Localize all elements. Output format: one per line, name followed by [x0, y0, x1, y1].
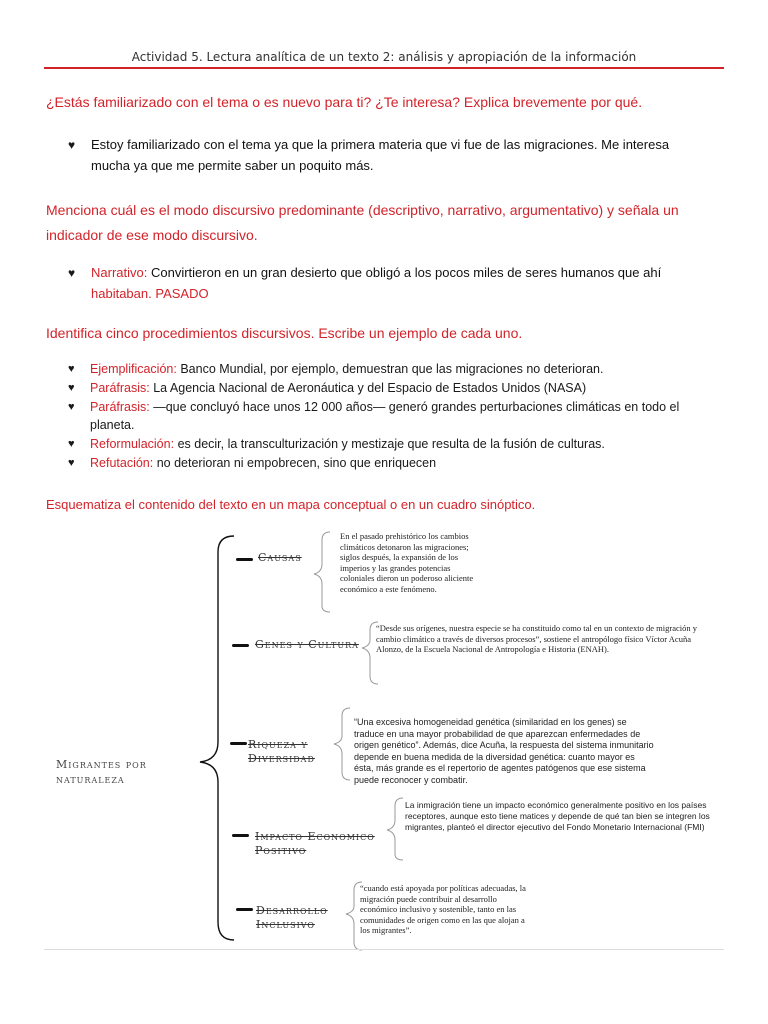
- heart-bullet-icon: ♥: [68, 363, 75, 375]
- item-label: Reformulación:: [90, 437, 175, 451]
- node-dash: [232, 644, 249, 647]
- node-dash: [230, 742, 247, 745]
- node-label-line2: Positivo: [255, 844, 307, 857]
- note-desarrollo-inclusivo: “cuando está apoyada por políticas adecuadas, la migración puede contribuir al desarrollo económico inclusivo y sostenible, tanto en las comunidades de origen como en las que alojan a los migrantes”.: [360, 883, 526, 935]
- note-brace: [314, 532, 330, 612]
- answer-2-line2: habitaban.: [91, 286, 152, 301]
- answer-2-label: Narrativo:: [91, 265, 148, 280]
- node-dash: [236, 908, 253, 911]
- note-brace: [387, 798, 403, 860]
- map-title: [56, 757, 186, 787]
- question-2-line1: Menciona cuál es el modo discursivo predominante (descriptivo, narrativo, argumentativo) y señala un: [46, 202, 679, 218]
- node-riqueza-diversidad: [248, 738, 315, 766]
- note-impacto-economico: La inmigración tiene un impacto económico generalmente positivo en los países receptores, aunque esto tiene matices y depende de qué tan bien se integren los migrantes, planteó el director ejecutivo del Fondo Monetario Internacional (FMI): [405, 800, 710, 832]
- answer-1-line1: Estoy familiarizado con el tema ya que la primera materia que vi fue de las migraciones. Me interesa: [91, 137, 670, 152]
- answer-2-tag: PASADO: [155, 286, 209, 301]
- note-genes-cultura: “Desde sus orígenes, nuestra especie se ha constituido como tal en un contexto de migración y cambio climático a través de diversos procesos”, sostiene el antropólogo físico Víctor Acuña Alonzo, de la Escuela Nacional de Antropología e Historia (ENAH).: [376, 623, 698, 654]
- node-causas: Causas: [258, 551, 302, 564]
- note-causas: En el pasado prehistórico los cambios climáticos detonaron las migraciones; siglos después, la expansión de los imperios y las grandes potencias coloniales dieron un poderoso aliciente económico a este fenómeno.: [340, 531, 474, 594]
- question-1: ¿Estás familiarizado con el tema o es nuevo para ti? ¿Te interesa? Explica brevemente por qué.: [46, 94, 643, 110]
- note-riqueza-diversidad: “Una excesiva homogeneidad genética (similaridad en los genes) se traduce en una mayor probabilidad de que aparezcan enfermedades de origen genético”. Además, dice Acuña, la respuesta del sistema inmunitario depende en buena medida de la diversidad genética: cuanto mayor es ésta, más grande es el repertorio de agentes patógenos que ese sistema puede reconocer y combatir.: [354, 717, 654, 785]
- question-2-line2: indicador de ese modo discursivo.: [46, 227, 258, 243]
- item-text: no deterioran ni empobrecen, sino que enriquecen: [156, 456, 437, 470]
- heart-bullet-icon: ♥: [68, 438, 75, 450]
- node-dash: [232, 834, 249, 837]
- item-label: Paráfrasis:: [90, 400, 150, 414]
- item-text: Banco Mundial, por ejemplo, demuestran que las migraciones no deterioran.: [180, 362, 604, 376]
- heart-bullet-icon: ♥: [68, 382, 75, 394]
- node-desarrollo-inclusivo: [256, 904, 328, 932]
- item-label: Paráfrasis:: [90, 381, 150, 395]
- node-genes-cultura: Genes y Cultura: [255, 638, 359, 651]
- node-label-line1: Riqueza y: [248, 738, 308, 751]
- item-text: La Agencia Nacional de Aeronáutica y del Espacio de Estados Unidos (NASA): [153, 381, 587, 395]
- heart-bullet-icon: ♥: [68, 401, 75, 413]
- question-3: Identifica cinco procedimientos discursivos. Escribe un ejemplo de cada uno.: [46, 325, 523, 341]
- main-brace: [200, 536, 234, 940]
- heart-bullet-icon: ♥: [68, 457, 75, 469]
- heart-bullet-icon: ♥: [68, 266, 76, 280]
- page-header: Actividad 5. Lectura analítica de un texto 2: análisis y apropiación de la información: [131, 50, 637, 64]
- node-label-line1: Desarrollo: [256, 904, 328, 917]
- node-impacto-economico: [255, 830, 375, 858]
- item-text: es decir, la transculturización y mestizaje que resulta de la fusión de culturas.: [177, 437, 605, 451]
- note-brace: [334, 708, 350, 780]
- question-4: Esquematiza el contenido del texto en un mapa conceptual o en un cuadro sinóptico.: [46, 497, 536, 512]
- map-title-line2: naturaleza: [56, 773, 125, 786]
- heart-bullet-icon: ♥: [68, 138, 76, 152]
- item-text: —que concluyó hace unos 12 000 años— generó grandes perturbaciones climáticas en todo el planeta.: [90, 400, 680, 432]
- map-title-line1: Migrantes por: [56, 758, 147, 771]
- node-dash: [236, 558, 253, 561]
- node-label-line2: Inclusivo: [256, 918, 315, 931]
- node-label-line2: Diversidad: [248, 752, 315, 765]
- page-bottom-divider: [44, 949, 724, 950]
- item-label: Ejemplificación:: [90, 362, 177, 376]
- item-label: Refutación:: [90, 456, 154, 470]
- answer-1-line2: mucha ya que me permite saber un poquito más.: [91, 158, 374, 173]
- node-label-line1: Impacto Economico: [255, 830, 375, 843]
- answer-2-line1: Convirtieron en un gran desierto que obligó a los pocos miles de seres humanos que ahí: [150, 265, 662, 280]
